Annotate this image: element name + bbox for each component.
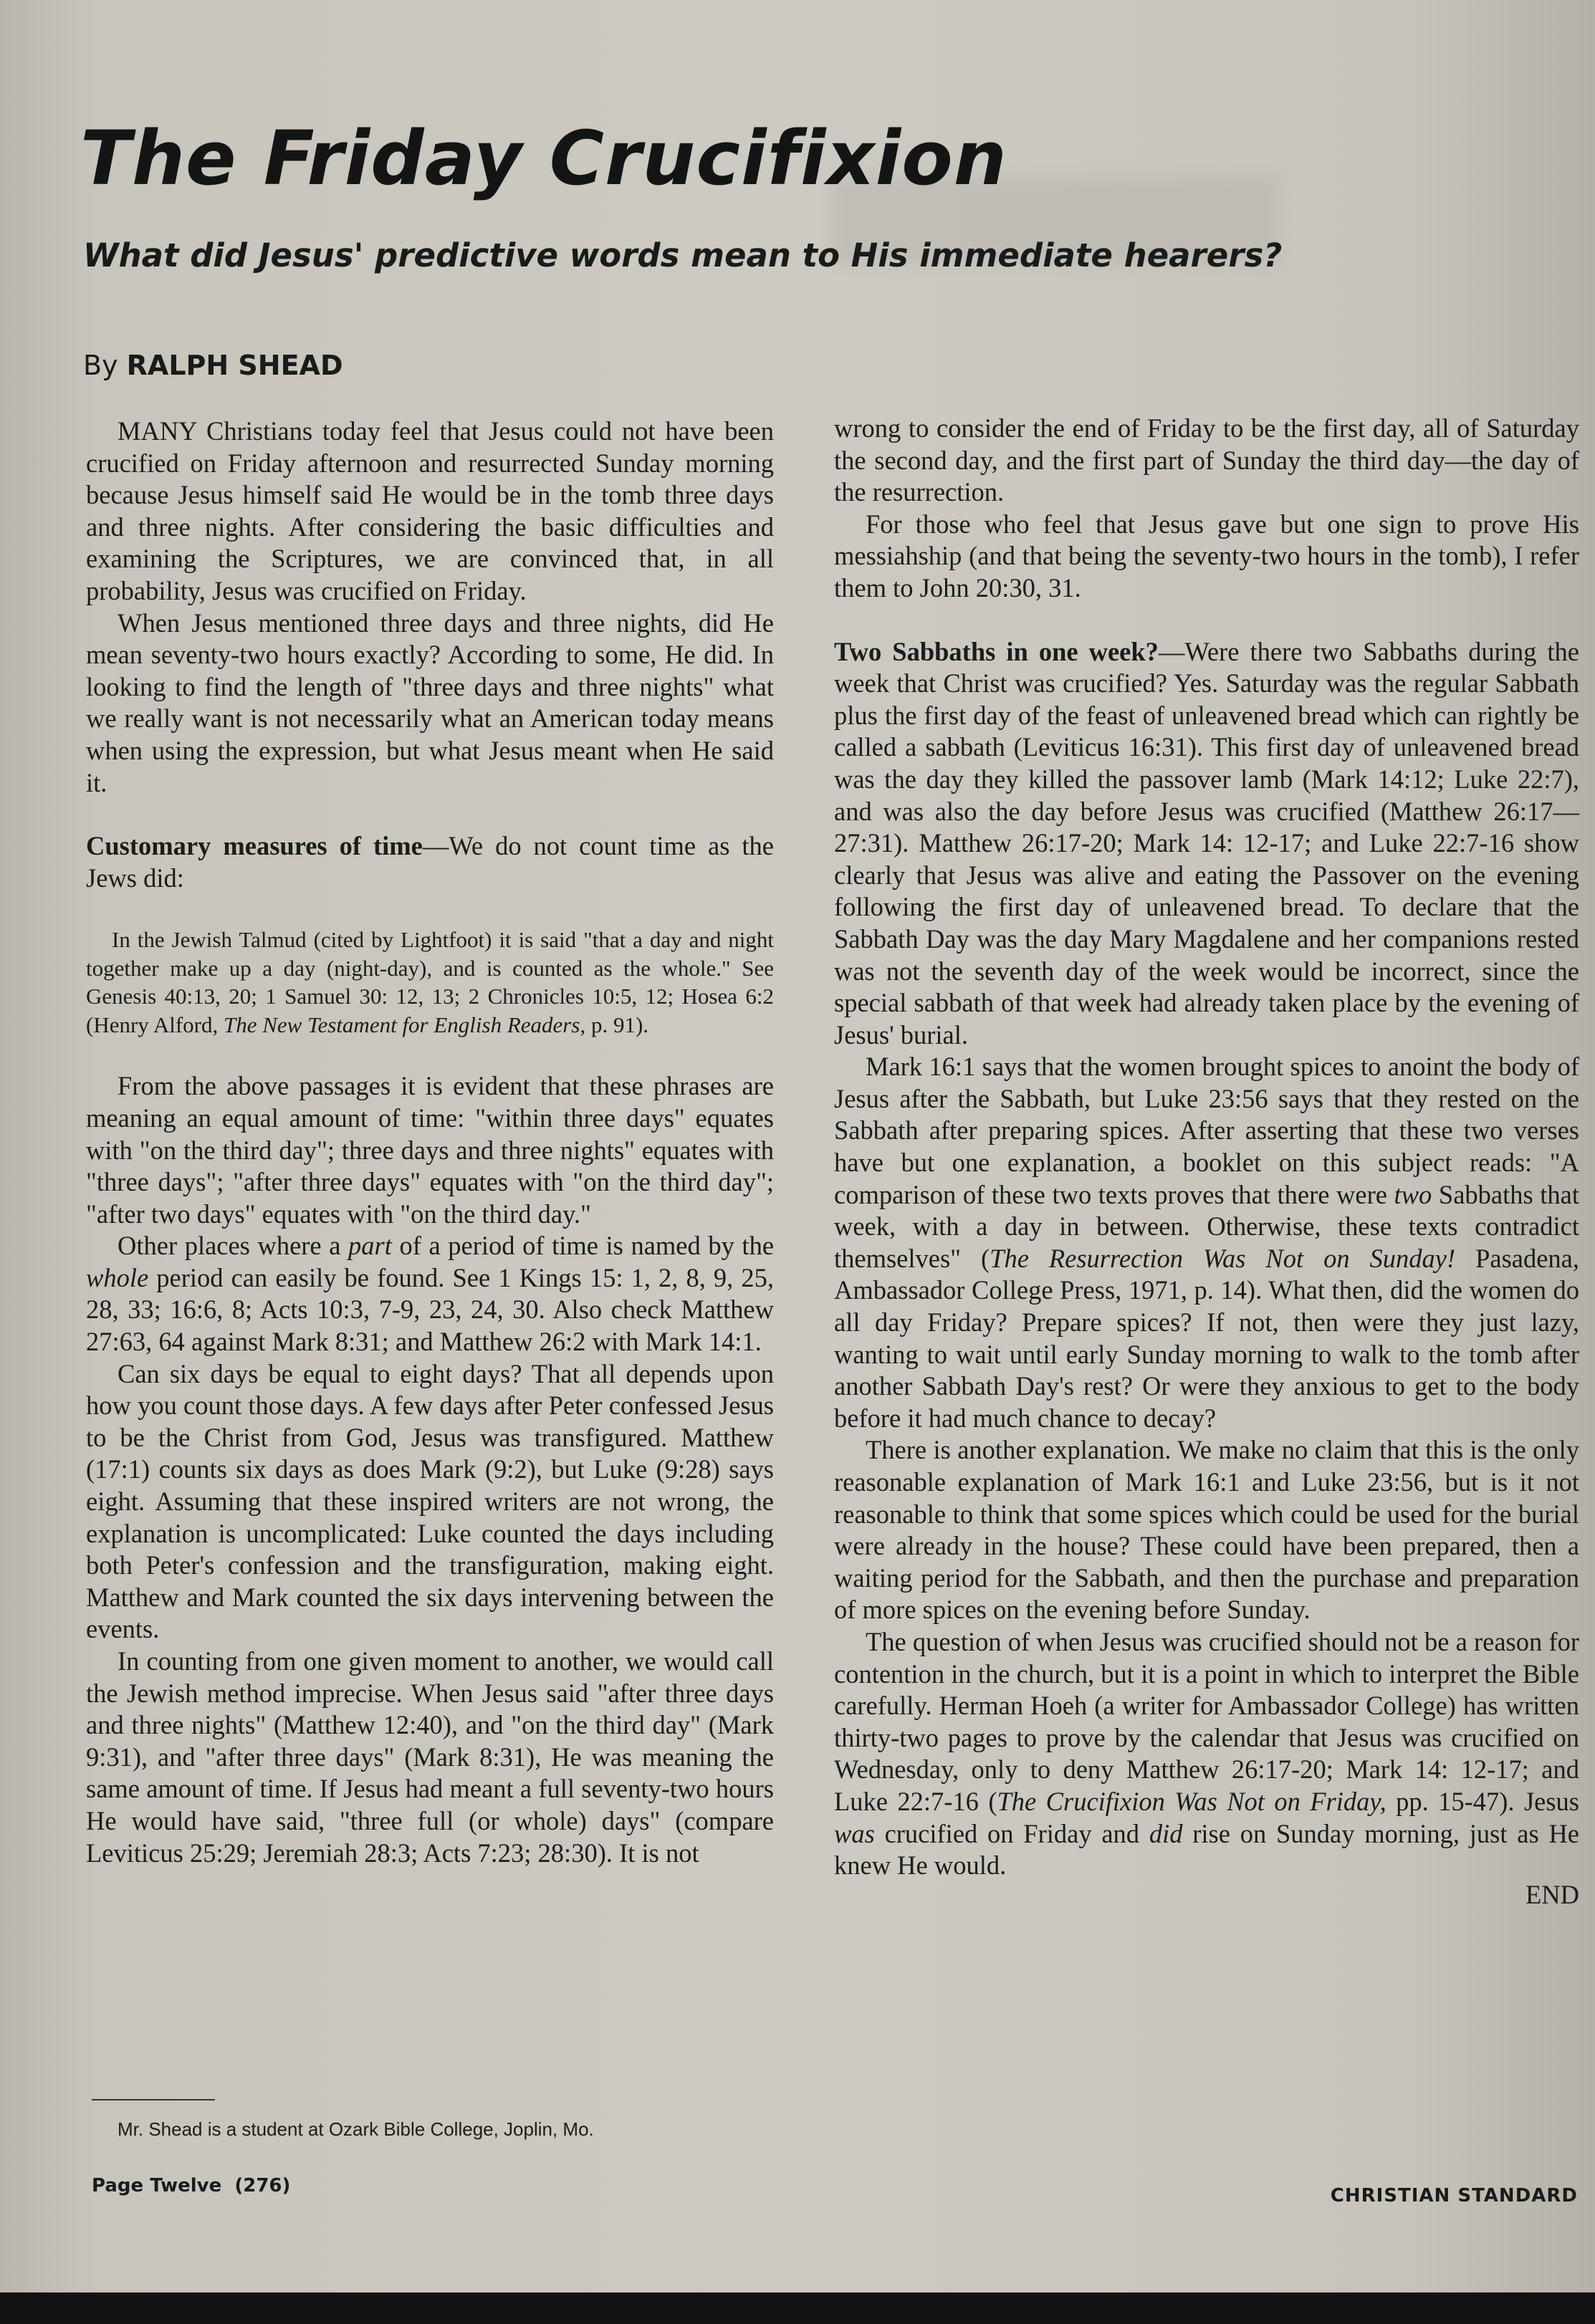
paragraph: Can six days be equal to eight days? That all depends upon how you count those days. A few days after Peter confessed Jesus to be the Christ from God, Jesus was transfigured. Matthew (17:1) counts six days as does Mark (9:2), but Luke (9:28) says eight. Assuming that these inspired writers are not wrong, the explanation is uncomplicated: Luke counted the days including both Peter's confession and the transfiguration, making eight. Matthew and Mark counted the six days intervening between the events.: [86, 1358, 774, 1644]
cited-book: The New Testament for English Readers,: [223, 1012, 586, 1037]
author-footnote: Mr. Shead is a student at Ozark Bible College, Joplin, Mo.: [118, 2118, 594, 2140]
paragraph: In counting from one given moment to another, we would call the Jewish method imprecise. When Jesus said "after three days and three nights" (Matthew 12:40), and "on the third day" (Mark 9:31), and "after three days" (Mark 8:31), He was meaning the same amount of time. If Jesus had meant a full seventy-two hours He would have said, "three full (or whole) days" (compare Leviticus 25:29; Jeremiah 28:3; Acts 7:23; 28:30). It is not: [86, 1646, 774, 1868]
cited-book: The Crucifixion Was Not on Friday,: [997, 1786, 1386, 1816]
paragraph: There is another explanation. We make no claim that this is the only reasonable explanation of Mark 16:1 and Luke 23:56, but is it not reasonable to think that some spices which could be used for the burial were already in the house? These could have been prepared, then a waiting period for the Sabbath, and then the purchase and preparation of more spices on the evening before Sunday.: [834, 1435, 1579, 1625]
section-paragraph: Customary measures of time—We do not count time as the Jews did:: [86, 831, 774, 893]
author-name: RALPH SHEAD: [126, 350, 343, 381]
byline: [83, 350, 343, 381]
paragraph: Mark 16:1 says that the women brought spices to anoint the body of Jesus after the Sabbath, but Luke 23:56 says that they rested on the Sabbath after preparing spices. After asserting that these two verses have but one explanation, a booklet on this subject reads: "A comparison of these two texts proves that there were two Sabbaths that week, with a day in between. Otherwise, these texts contradict themselves" (The Resurrection Was Not on Sunday! Pasadena, Ambassador College Press, 1971, p. 14). What then, did the women do all day Friday? Prepare spices? If not, then were they just lazy, wanting to wait until early Sunday morning to walk to the tomb after another Sabbath Day's rest? Or were they anxious to get to the body before it had much chance to decay?: [834, 1052, 1580, 1433]
paragraph: The question of when Jesus was crucified should not be a reason for contention in the church, but it is a point in which to interpret the Bible carefully. Herman Hoeh (a writer for Ambassador College) has written thirty-two pages to prove by the calendar that Jesus was crucified on Wednesday, only to deny Matthew 26:17-20; Mark 14: 12-17; and Luke 22:7-16 (The Crucifixion Was Not on Friday, pp. 15-47). Jesus was crucified on Friday and did rise on Sunday morning, just as He knew He would.: [834, 1626, 1580, 1881]
paragraph: When Jesus mentioned three days and three nights, did He mean seventy-two hours exactly? According to some, He did. In looking to find the length of "three days and three nights" what we really want is not necessarily what an American today means when using the expression, but what Jesus meant when He said it.: [86, 608, 774, 797]
left-column: [86, 416, 774, 1869]
cited-book: The Resurrection Was Not on Sunday!: [990, 1243, 1456, 1273]
end-mark: END: [1525, 1879, 1579, 1909]
page-footer: [92, 2175, 290, 2196]
publication-name: CHRISTIAN STANDARD: [1330, 2185, 1578, 2207]
paragraph: wrong to consider the end of Friday to be the first day, all of Saturday the second day, and the first part of Sunday the third day—the day of the resurrection.: [834, 413, 1579, 507]
paragraph: MANY Christians today feel that Jesus could not have been crucified on Friday afternoon and resurrected Sunday morning because Jesus himself said He would be in the tomb three days and three nights. After considering the basic difficulties and examining the Scriptures, we are convinced that, in all probability, Jesus was crucified on Friday.: [86, 416, 774, 605]
paragraph: For those who feel that Jesus gave but one sign to prove His messiahship (and that being the seventy-two hours in the tomb), I refer them to John 20:30, 31.: [834, 509, 1579, 602]
footnote-rule: [92, 2099, 215, 2100]
section-heading: Two Sabbaths in one week?: [834, 636, 1159, 666]
byline-prefix: By: [83, 350, 118, 381]
section-heading: Customary measures of time: [86, 831, 423, 861]
paragraph: From the above passages it is evident that these phrases are meaning an equal amount of time: "within three days" equates with "on the third day"; three days and three nights" equates with "three days"; "after three days" equates with "on the third day"; "after two days" equates with "on the third day.": [86, 1071, 774, 1229]
section-paragraph: Two Sabbaths in one week?—Were there two Sabbaths during the week that Christ was crucified? Yes. Saturday was the regular Sabbath plus the first day of the feast of unleavened bread which can rightly be called a sabbath (Leviticus 16:31). This first day of unleavened bread was the day they killed the passover lamb (Mark 14:12; Luke 22:7), and was also the day before Jesus was crucified (Matthew 26:17—27:31). Matthew 26:17-20; Mark 14: 12-17; and Luke 22:7-16 show clearly that Jesus was alive and eating the Passover on the evening following the first day of unleavened bread. To declare that the Sabbath Day was the day Mary Magdalene and her companions rested was not the seventh day of the week would be incorrect, since the special sabbath of that week had already taken place by the evening of Jesus' burial.: [834, 636, 1579, 1050]
paragraph: Other places where a part of a period of time is named by the whole period can easily be found. See 1 Kings 15: 1, 2, 8, 9, 25, 28, 33; 16:6, 8; Acts 10:3, 7-9, 23, 24, 30. Also check Matthew 27:63, 64 against Mark 8:31; and Matthew 26:2 with Mark 14:1.: [86, 1231, 775, 1357]
article-title: The Friday Crucifixion: [80, 115, 1007, 202]
page-number: (276): [234, 2175, 291, 2196]
right-column: [834, 413, 1579, 1911]
article-subtitle: What did Jesus' predictive words mean to His immediate hearers?: [83, 236, 1283, 274]
block-quote: In the Jewish Talmud (cited by Lightfoot) it is said "that a day and night together make up a day (night-day), and is counted as the whole." See Genesis 40:13, 20; 1 Samuel 30: 12, 13; 2 Chronicles 10:5, 12; Hosea 6:2 (Henry Alford, The New Testament for English Readers, p. 91).: [86, 927, 774, 1037]
scan-edge-shadow: [0, 2292, 1595, 2324]
page-label: Page Twelve: [92, 2175, 222, 2196]
